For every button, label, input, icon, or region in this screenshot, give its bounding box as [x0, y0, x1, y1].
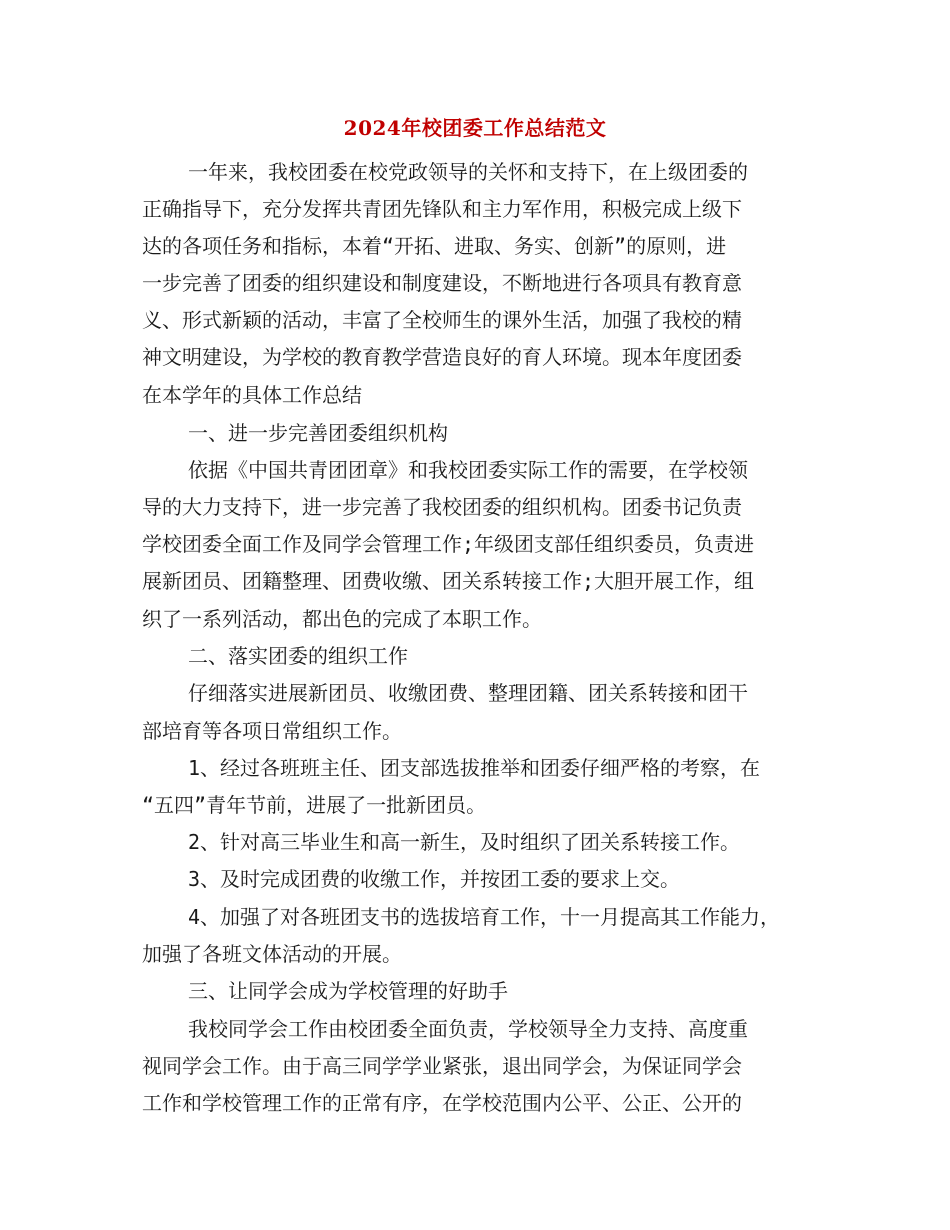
- body-line: 织了一系列活动，都出色的完成了本职工作。: [142, 607, 542, 631]
- body-line: 仔细落实进展新团员、收缴团费、整理团籍、团关系转接和团干: [188, 681, 748, 705]
- section-heading: 一、进一步完善团委组织机构: [188, 421, 448, 445]
- body-line: 神文明建设，为学校的教育教学营造良好的育人环境。现本年度团委: [142, 345, 742, 369]
- body-line: “五四”青年节前，进展了一批新团员。: [142, 793, 487, 817]
- body-line: 一步完善了团委的组织建设和制度建设，不断地进行各项具有教育意: [142, 271, 742, 295]
- body-line: 一年来，我校团委在校党政领导的关怀和支持下，在上级团委的: [188, 160, 748, 184]
- body-line: 学校团委全面工作及同学会管理工作;年级团支部任组织委员，负责进: [142, 532, 755, 556]
- body-line: 视同学会工作。由于高三同学学业紧张，退出同学会，为保证同学会: [142, 1054, 742, 1078]
- document-title: 2024年校团委工作总结范文: [343, 116, 607, 140]
- body-line: 展新团员、团籍整理、团费收缴、团关系转接工作;大胆开展工作，组: [142, 569, 755, 593]
- body-line: 导的大力支持下，进一步完善了我校团委的组织机构。团委书记负责: [142, 495, 742, 519]
- list-item: 4、加强了对各班团支书的选拔培育工作，十一月提高其工作能力，: [188, 905, 781, 929]
- body-line: 在本学年的具体工作总结: [142, 383, 362, 407]
- section-heading: 二、落实团委的组织工作: [188, 644, 408, 668]
- body-line: 正确指导下，充分发挥共青团先锋队和主力军作用，积极完成上级下: [142, 197, 742, 221]
- list-item: 3、及时完成团费的收缴工作，并按团工委的要求上交。: [188, 867, 681, 891]
- body-line: 工作和学校管理工作的正常有序，在学校范围内公平、公正、公开的: [142, 1091, 742, 1115]
- body-line: 部培育等各项日常组织工作。: [142, 719, 402, 743]
- body-line: 依据《中国共青团团章》和我校团委实际工作的需要，在学校领: [188, 458, 748, 482]
- body-line: 加强了各班文体活动的开展。: [142, 942, 402, 966]
- body-line: 我校同学会工作由校团委全面负责，学校领导全力支持、高度重: [188, 1017, 748, 1041]
- list-item: 1、经过各班班主任、团支部选拔推举和团委仔细严格的考察，在: [188, 756, 761, 780]
- list-item: 2、针对高三毕业生和高一新生，及时组织了团关系转接工作。: [188, 830, 741, 854]
- section-heading: 三、让同学会成为学校管理的好助手: [188, 979, 508, 1003]
- body-line: 达的各项任务和指标，本着“开拓、进取、务实、创新”的原则，进: [142, 234, 727, 258]
- body-line: 义、形式新颖的活动，丰富了全校师生的课外生活，加强了我校的精: [142, 308, 742, 332]
